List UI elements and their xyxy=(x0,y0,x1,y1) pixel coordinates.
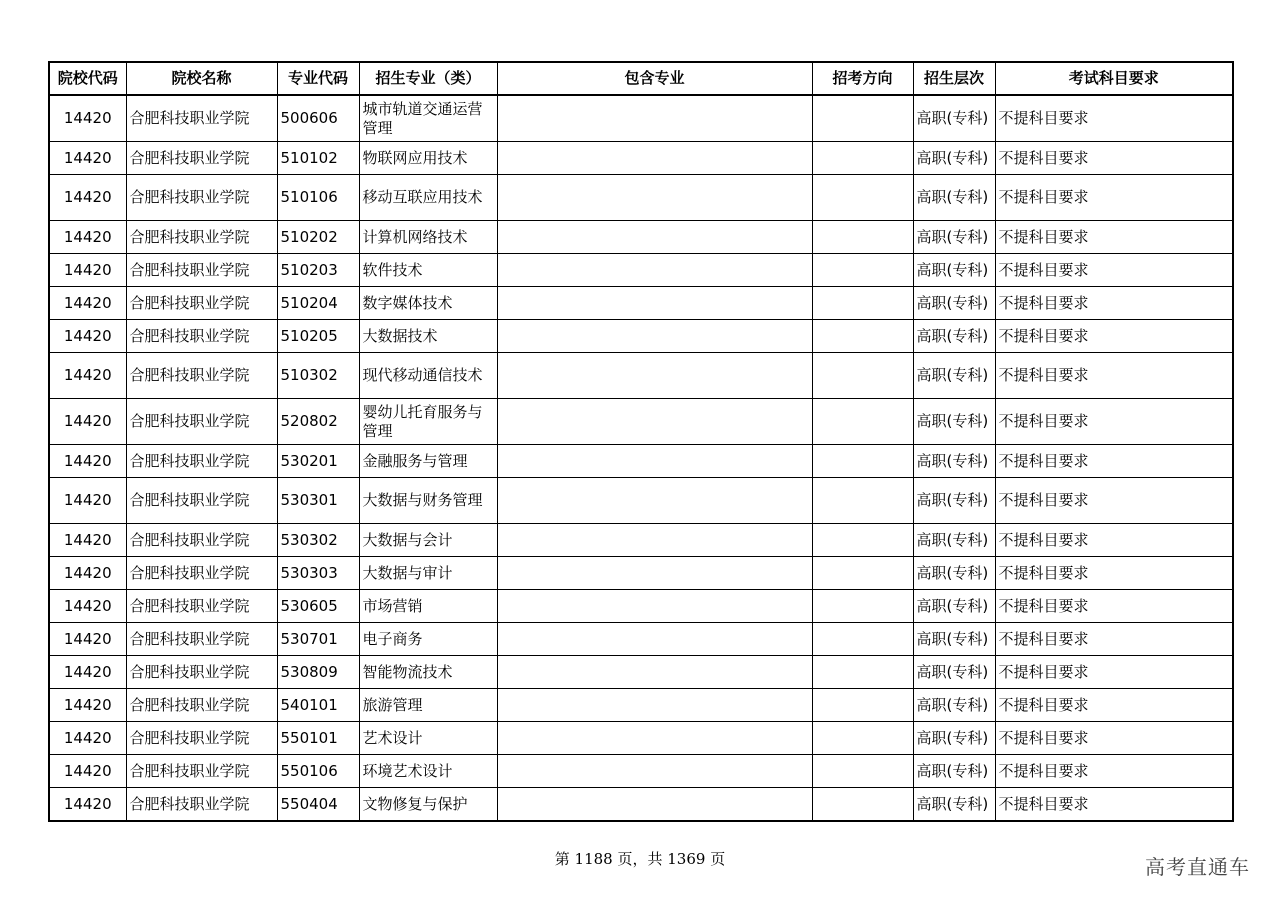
cell-major-code: 550404 xyxy=(277,788,359,822)
cell-major-code: 510205 xyxy=(277,320,359,353)
header-major: 招生专业（类） xyxy=(359,62,497,95)
cell-level: 高职(专科) xyxy=(913,445,995,478)
cell-direction xyxy=(812,755,913,788)
cell-level: 高职(专科) xyxy=(913,689,995,722)
cell-school-code: 14420 xyxy=(49,399,126,445)
cell-level: 高职(专科) xyxy=(913,221,995,254)
cell-direction xyxy=(812,320,913,353)
cell-includes xyxy=(497,353,812,399)
table-row xyxy=(49,557,1233,590)
cell-requirement: 不提科目要求 xyxy=(995,722,1233,755)
cell-school-name: 合肥科技职业学院 xyxy=(126,689,277,722)
cell-major-code: 530301 xyxy=(277,478,359,524)
table-row xyxy=(49,142,1233,175)
table-row xyxy=(49,254,1233,287)
table-row xyxy=(49,788,1233,822)
table-row xyxy=(49,320,1233,353)
watermark: 高考直通车 xyxy=(1145,855,1250,879)
cell-level: 高职(专科) xyxy=(913,557,995,590)
table-row xyxy=(49,478,1233,524)
cell-requirement: 不提科目要求 xyxy=(995,254,1233,287)
header-requirement: 考试科目要求 xyxy=(995,62,1233,95)
cell-level: 高职(专科) xyxy=(913,320,995,353)
table-row xyxy=(49,656,1233,689)
cell-school-name: 合肥科技职业学院 xyxy=(126,722,277,755)
cell-includes xyxy=(497,399,812,445)
cell-school-name: 合肥科技职业学院 xyxy=(126,95,277,142)
cell-direction xyxy=(812,524,913,557)
cell-includes xyxy=(497,524,812,557)
cell-major: 艺术设计 xyxy=(359,722,497,755)
cell-school-name: 合肥科技职业学院 xyxy=(126,399,277,445)
cell-direction xyxy=(812,689,913,722)
cell-major-code: 510202 xyxy=(277,221,359,254)
cell-includes xyxy=(497,722,812,755)
table-header-row xyxy=(49,62,1233,95)
cell-includes xyxy=(497,445,812,478)
table-row xyxy=(49,287,1233,320)
cell-includes xyxy=(497,656,812,689)
cell-requirement: 不提科目要求 xyxy=(995,445,1233,478)
cell-school-code: 14420 xyxy=(49,524,126,557)
cell-school-code: 14420 xyxy=(49,788,126,822)
cell-school-code: 14420 xyxy=(49,320,126,353)
cell-major: 大数据与财务管理 xyxy=(359,478,497,524)
cell-requirement: 不提科目要求 xyxy=(995,755,1233,788)
cell-includes xyxy=(497,254,812,287)
cell-includes xyxy=(497,689,812,722)
cell-level: 高职(专科) xyxy=(913,722,995,755)
cell-major: 数字媒体技术 xyxy=(359,287,497,320)
table-body xyxy=(49,95,1233,821)
cell-major: 婴幼儿托育服务与管理 xyxy=(359,399,497,445)
cell-major-code: 530303 xyxy=(277,557,359,590)
cell-direction xyxy=(812,95,913,142)
cell-level: 高职(专科) xyxy=(913,478,995,524)
table-row xyxy=(49,590,1233,623)
cell-direction xyxy=(812,399,913,445)
cell-major-code: 510106 xyxy=(277,175,359,221)
cell-school-code: 14420 xyxy=(49,95,126,142)
cell-major-code: 550101 xyxy=(277,722,359,755)
cell-school-name: 合肥科技职业学院 xyxy=(126,287,277,320)
cell-includes xyxy=(497,788,812,822)
cell-major: 大数据与会计 xyxy=(359,524,497,557)
cell-school-code: 14420 xyxy=(49,623,126,656)
cell-requirement: 不提科目要求 xyxy=(995,95,1233,142)
cell-direction xyxy=(812,590,913,623)
cell-level: 高职(专科) xyxy=(913,788,995,822)
cell-level: 高职(专科) xyxy=(913,590,995,623)
cell-direction xyxy=(812,557,913,590)
cell-major: 城市轨道交通运营管理 xyxy=(359,95,497,142)
cell-level: 高职(专科) xyxy=(913,623,995,656)
table-row xyxy=(49,755,1233,788)
cell-school-code: 14420 xyxy=(49,221,126,254)
cell-major-code: 510203 xyxy=(277,254,359,287)
cell-includes xyxy=(497,175,812,221)
cell-requirement: 不提科目要求 xyxy=(995,353,1233,399)
cell-includes xyxy=(497,755,812,788)
cell-requirement: 不提科目要求 xyxy=(995,142,1233,175)
cell-level: 高职(专科) xyxy=(913,95,995,142)
cell-school-code: 14420 xyxy=(49,254,126,287)
cell-school-name: 合肥科技职业学院 xyxy=(126,320,277,353)
cell-school-name: 合肥科技职业学院 xyxy=(126,788,277,822)
cell-requirement: 不提科目要求 xyxy=(995,399,1233,445)
header-school-name: 院校名称 xyxy=(126,62,277,95)
cell-includes xyxy=(497,478,812,524)
cell-school-code: 14420 xyxy=(49,478,126,524)
cell-major: 市场营销 xyxy=(359,590,497,623)
cell-direction xyxy=(812,254,913,287)
cell-school-name: 合肥科技职业学院 xyxy=(126,656,277,689)
cell-direction xyxy=(812,353,913,399)
cell-level: 高职(专科) xyxy=(913,175,995,221)
table-row xyxy=(49,689,1233,722)
cell-major: 移动互联应用技术 xyxy=(359,175,497,221)
page-footer: 第 1188 页，共 1369 页 xyxy=(554,850,726,868)
table-row xyxy=(49,524,1233,557)
cell-level: 高职(专科) xyxy=(913,287,995,320)
cell-includes xyxy=(497,95,812,142)
cell-major-code: 520802 xyxy=(277,399,359,445)
cell-school-name: 合肥科技职业学院 xyxy=(126,353,277,399)
table-row xyxy=(49,399,1233,445)
cell-school-code: 14420 xyxy=(49,755,126,788)
cell-direction xyxy=(812,142,913,175)
cell-major-code: 530605 xyxy=(277,590,359,623)
cell-direction xyxy=(812,287,913,320)
cell-major-code: 530302 xyxy=(277,524,359,557)
cell-major: 现代移动通信技术 xyxy=(359,353,497,399)
cell-major-code: 510102 xyxy=(277,142,359,175)
cell-school-name: 合肥科技职业学院 xyxy=(126,557,277,590)
header-level: 招生层次 xyxy=(913,62,995,95)
cell-major-code: 510302 xyxy=(277,353,359,399)
cell-school-code: 14420 xyxy=(49,689,126,722)
cell-school-code: 14420 xyxy=(49,590,126,623)
cell-school-code: 14420 xyxy=(49,142,126,175)
cell-major-code: 510204 xyxy=(277,287,359,320)
cell-major: 电子商务 xyxy=(359,623,497,656)
enrollment-table xyxy=(48,61,1234,822)
cell-school-code: 14420 xyxy=(49,353,126,399)
cell-level: 高职(专科) xyxy=(913,524,995,557)
cell-direction xyxy=(812,722,913,755)
cell-school-code: 14420 xyxy=(49,287,126,320)
header-school-code: 院校代码 xyxy=(49,62,126,95)
header-major-code: 专业代码 xyxy=(277,62,359,95)
cell-school-name: 合肥科技职业学院 xyxy=(126,478,277,524)
cell-school-code: 14420 xyxy=(49,175,126,221)
cell-direction xyxy=(812,478,913,524)
cell-major-code: 530809 xyxy=(277,656,359,689)
cell-includes xyxy=(497,590,812,623)
cell-level: 高职(专科) xyxy=(913,656,995,689)
cell-includes xyxy=(497,287,812,320)
table-row xyxy=(49,221,1233,254)
cell-level: 高职(专科) xyxy=(913,353,995,399)
cell-major: 物联网应用技术 xyxy=(359,142,497,175)
cell-requirement: 不提科目要求 xyxy=(995,320,1233,353)
cell-requirement: 不提科目要求 xyxy=(995,557,1233,590)
header-includes: 包含专业 xyxy=(497,62,812,95)
cell-level: 高职(专科) xyxy=(913,142,995,175)
cell-school-name: 合肥科技职业学院 xyxy=(126,524,277,557)
cell-school-name: 合肥科技职业学院 xyxy=(126,221,277,254)
cell-major: 智能物流技术 xyxy=(359,656,497,689)
cell-school-name: 合肥科技职业学院 xyxy=(126,445,277,478)
cell-requirement: 不提科目要求 xyxy=(995,524,1233,557)
cell-direction xyxy=(812,445,913,478)
cell-major: 环境艺术设计 xyxy=(359,755,497,788)
cell-includes xyxy=(497,221,812,254)
cell-school-name: 合肥科技职业学院 xyxy=(126,142,277,175)
cell-includes xyxy=(497,320,812,353)
cell-school-name: 合肥科技职业学院 xyxy=(126,590,277,623)
cell-requirement: 不提科目要求 xyxy=(995,478,1233,524)
cell-requirement: 不提科目要求 xyxy=(995,623,1233,656)
header-direction: 招考方向 xyxy=(812,62,913,95)
cell-direction xyxy=(812,221,913,254)
cell-includes xyxy=(497,142,812,175)
cell-requirement: 不提科目要求 xyxy=(995,656,1233,689)
cell-school-code: 14420 xyxy=(49,445,126,478)
cell-direction xyxy=(812,623,913,656)
cell-major: 文物修复与保护 xyxy=(359,788,497,822)
cell-school-code: 14420 xyxy=(49,722,126,755)
cell-requirement: 不提科目要求 xyxy=(995,689,1233,722)
cell-school-name: 合肥科技职业学院 xyxy=(126,254,277,287)
cell-direction xyxy=(812,656,913,689)
cell-school-name: 合肥科技职业学院 xyxy=(126,623,277,656)
table-row xyxy=(49,95,1233,142)
cell-requirement: 不提科目要求 xyxy=(995,221,1233,254)
cell-school-name: 合肥科技职业学院 xyxy=(126,175,277,221)
cell-school-code: 14420 xyxy=(49,656,126,689)
cell-school-code: 14420 xyxy=(49,557,126,590)
cell-major-code: 530201 xyxy=(277,445,359,478)
cell-major: 大数据技术 xyxy=(359,320,497,353)
cell-major: 大数据与审计 xyxy=(359,557,497,590)
cell-requirement: 不提科目要求 xyxy=(995,287,1233,320)
cell-major-code: 550106 xyxy=(277,755,359,788)
cell-major: 计算机网络技术 xyxy=(359,221,497,254)
cell-major: 软件技术 xyxy=(359,254,497,287)
cell-major: 旅游管理 xyxy=(359,689,497,722)
cell-requirement: 不提科目要求 xyxy=(995,175,1233,221)
cell-major: 金融服务与管理 xyxy=(359,445,497,478)
table-row xyxy=(49,353,1233,399)
cell-major-code: 500606 xyxy=(277,95,359,142)
cell-level: 高职(专科) xyxy=(913,755,995,788)
cell-requirement: 不提科目要求 xyxy=(995,590,1233,623)
cell-direction xyxy=(812,175,913,221)
table-row xyxy=(49,175,1233,221)
cell-direction xyxy=(812,788,913,822)
cell-includes xyxy=(497,557,812,590)
table-row xyxy=(49,722,1233,755)
cell-level: 高职(专科) xyxy=(913,254,995,287)
cell-includes xyxy=(497,623,812,656)
cell-major-code: 540101 xyxy=(277,689,359,722)
cell-requirement: 不提科目要求 xyxy=(995,788,1233,822)
cell-major-code: 530701 xyxy=(277,623,359,656)
table-row xyxy=(49,623,1233,656)
table-row xyxy=(49,445,1233,478)
cell-level: 高职(专科) xyxy=(913,399,995,445)
cell-school-name: 合肥科技职业学院 xyxy=(126,755,277,788)
